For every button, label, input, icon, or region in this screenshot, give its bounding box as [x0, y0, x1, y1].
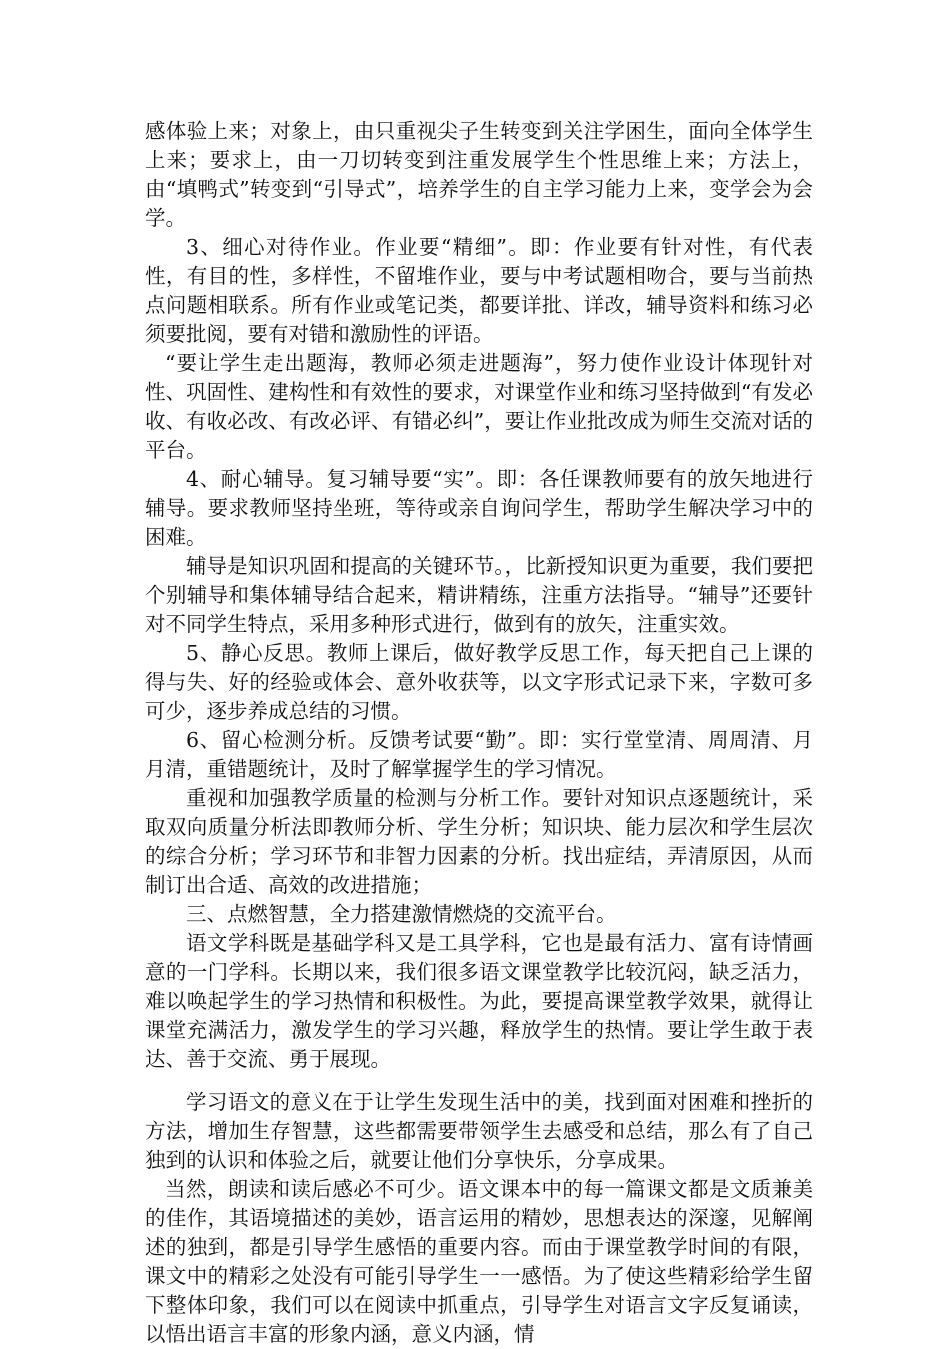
paragraph-7: 6、留心检测分析。反馈考试要“勤”。即：实行堂堂清、周周清、月月清，重错题统计，及时了解掌握学生的学习情况。	[145, 728, 813, 781]
paragraph-4: 4、耐心辅导。复习辅导要“实”。即：各任课教师要有的放矢地进行辅导。要求教师坚持坐班，等待或亲自询问学生，帮助学生解决学习中的困难。	[145, 467, 813, 549]
paragraph-6: 5、静心反思。教师上课后，做好教学反思工作，每天把自己上课的得与失、好的经验或体会、意外收获等，以文字形式记录下来，字数可多可少，逐步养成总结的习惯。	[145, 641, 813, 723]
section-heading-3: 三、点燃智慧，全力搭建激情燃烧的交流平台。	[186, 902, 617, 926]
paragraph-1: 感体验上来；对象上，由只重视尖子生转变到关注学困生，面向全体学生上来；要求上，由一刀切转变到注重发展学生个性思维上来；方法上，由“填鸭式”转变到“引导式”，培养学生的自主学习能力上来，变学会为会学。	[145, 119, 813, 230]
paragraph-9: 语文学科既是基础学科又是工具学科，它也是最有活力、富有诗情画意的一门学科。长期以来，我们很多语文课堂教学比较沉闷，缺乏活力，难以唤起学生的学习热情和积极性。为此，要提高课堂教学效果，就得让课堂充满活力，激发学生的学习兴趣，释放学生的热情。要让学生敢于表达、善于交流、勇于展现。	[145, 931, 813, 1071]
paragraph-11: 当然，朗读和读后感必不可少。语文课本中的每一篇课文都是文质兼美的佳作，其语境描述的美妙，语言运用的精妙，思想表达的深邃，见解阐述的独到，都是引导学生感悟的重要内容。而由于课堂教学时间的有限，课文中的精彩之处没有可能引导学生一一感悟。为了使这些精彩给学生留下整体印象，我们可以在阅读中抓重点，引导学生对语言文字反复诵读，以悟出语言丰富的形象内涵，意义内涵，情	[145, 1177, 813, 1346]
paragraph-2: 3、细心对待作业。作业要“精细”。即：作业要有针对性，有代表性，有目的性，多样性，不留堆作业，要与中考试题相吻合，要与当前热点问题相联系。所有作业或笔记类，都要详批、详改，辅导资料和练习必须要批阅，要有对错和激励性的评语。	[145, 235, 813, 346]
paragraph-8: 重视和加强教学质量的检测与分析工作。要针对知识点逐题统计，采取双向质量分析法即教师分析、学生分析；知识块、能力层次和学生层次的综合分析；学习环节和非智力因素的分析。找出症结，弄清原因，从而制订出合适、高效的改进措施；	[145, 786, 813, 897]
paragraph-5: 辅导是知识巩固和提高的关键环节。，比新授知识更为重要，我们要把个别辅导和集体辅导结合起来，精讲精练，注重方法指导。“辅导”还要针对不同学生特点，采用多种形式进行，做到有的放矢，注重实效。	[145, 554, 813, 636]
document-body	[145, 117, 813, 1349]
paragraph-10: 学习语文的意义在于让学生发现生活中的美，找到面对困难和挫折的方法，增加生存智慧，这些都需要带领学生去感受和总结，那么有了自己独到的认识和体验之后，就要让他们分享快乐，分享成果。	[145, 1090, 813, 1172]
paragraph-3: “要让学生走出题海，教师必须走进题海”，努力使作业设计体现针对性、巩固性、建构性和有效性的要求，对课堂作业和练习坚持做到“有发必收、有收必改、有改必评、有错必纠”，要让作业批改成为师生交流对话的平台。	[145, 351, 813, 462]
